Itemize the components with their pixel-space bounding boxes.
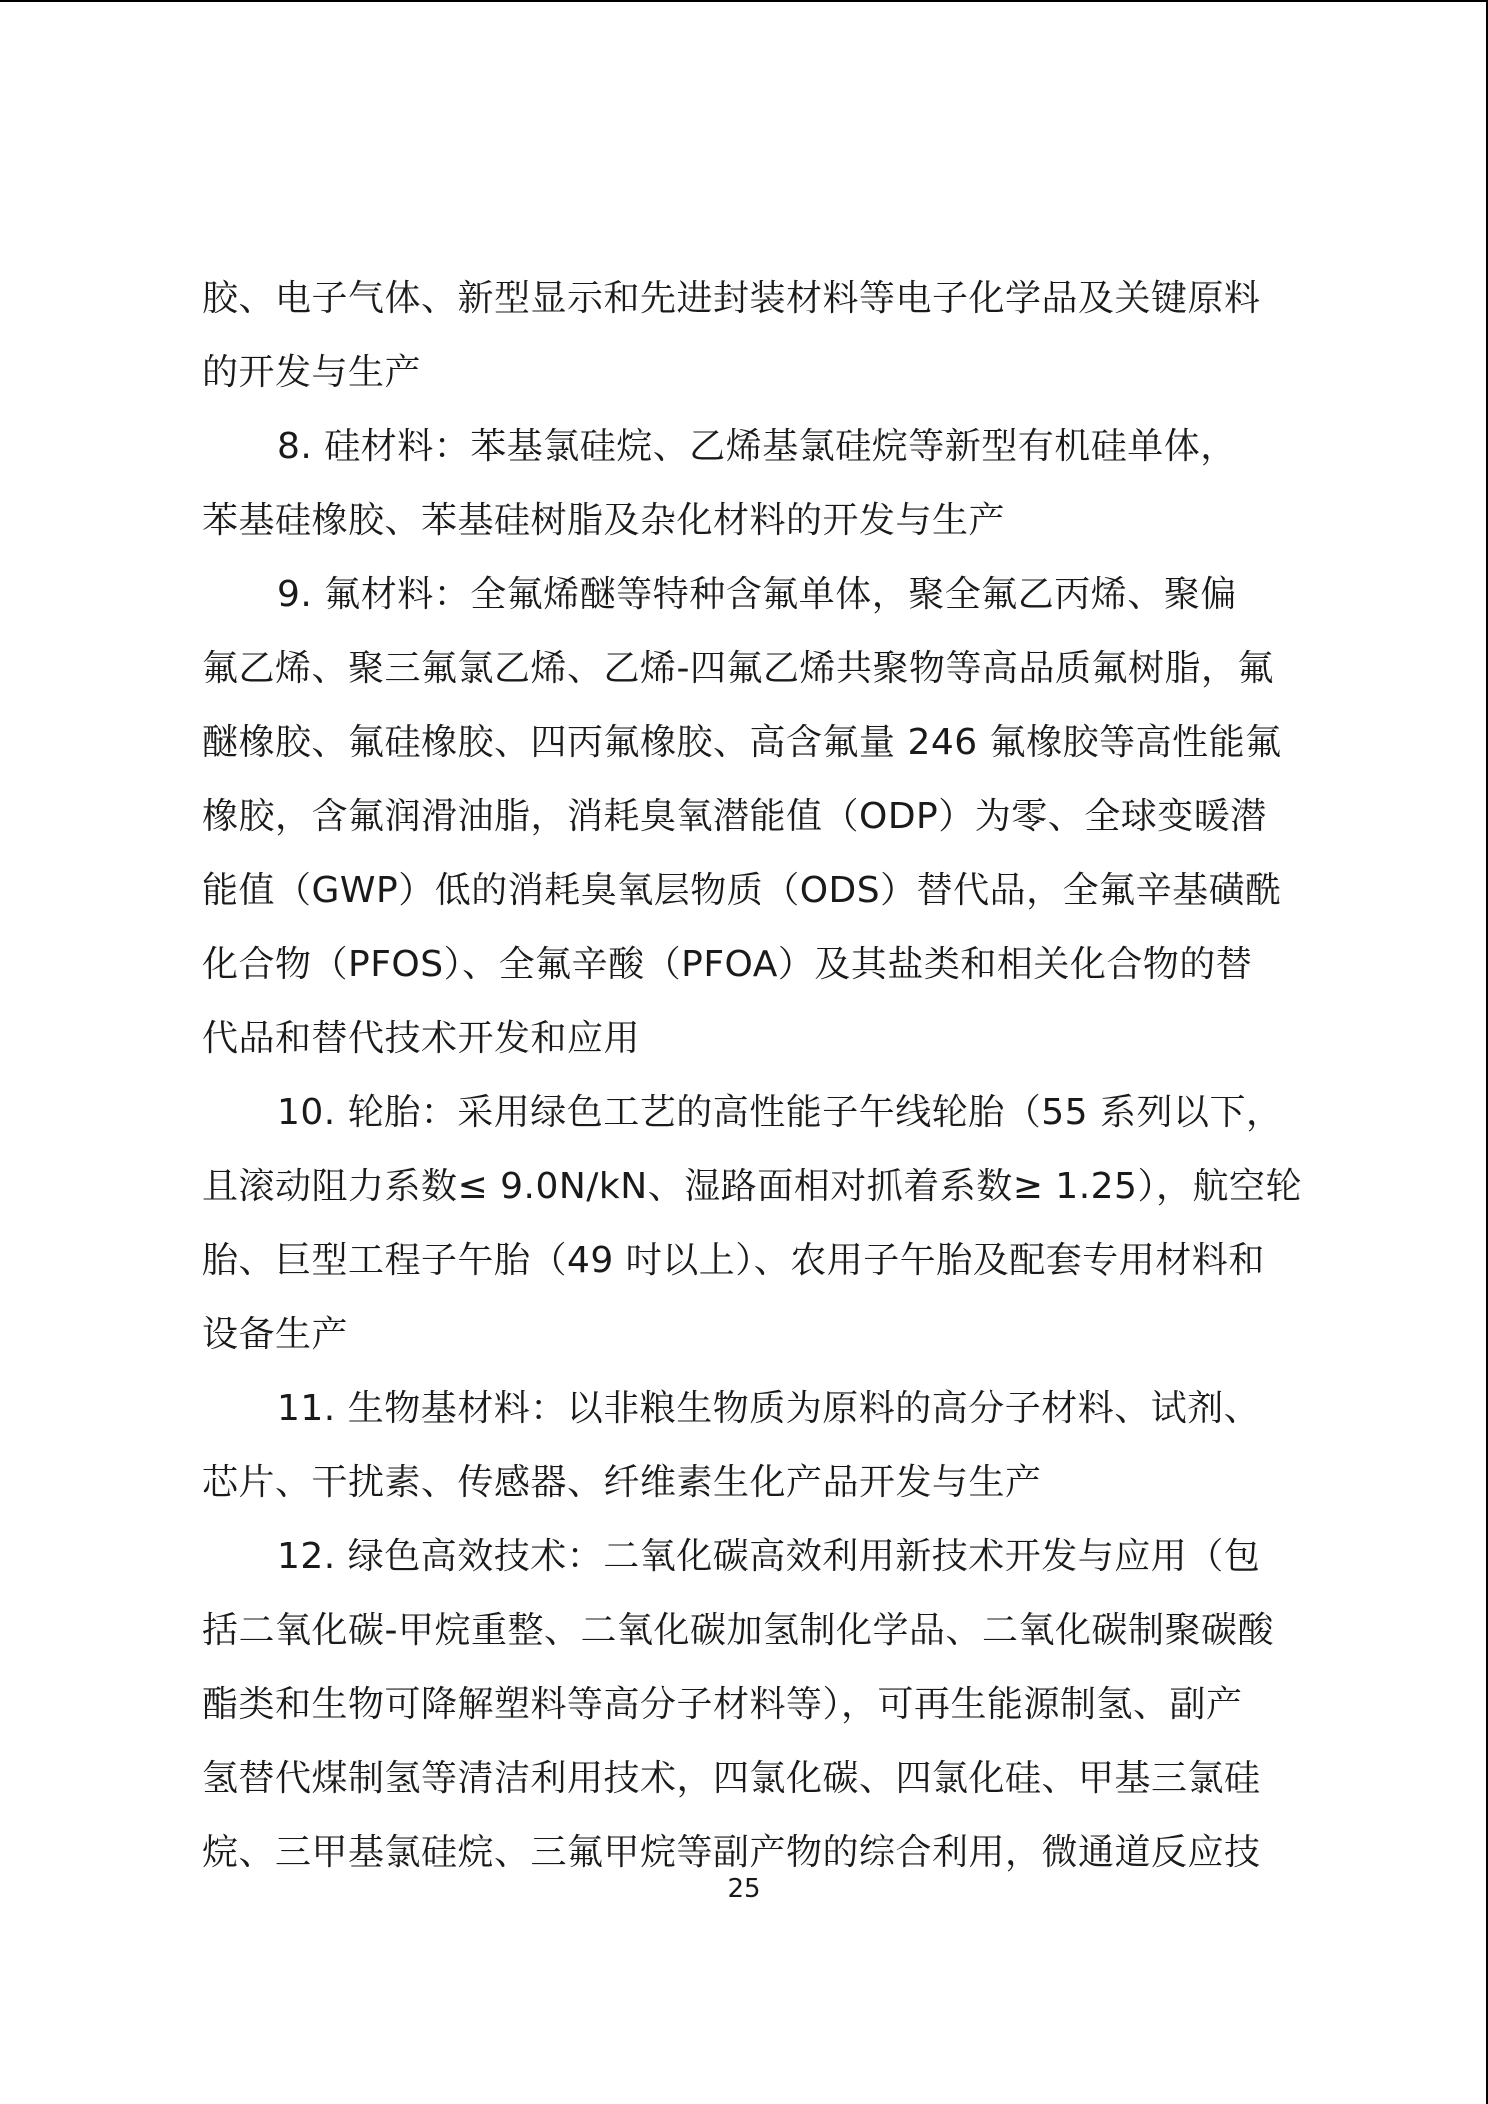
item-10-line-3: 胎、巨型工程子午胎（49 吋以上）、农用子午胎及配套专用材料和 <box>202 1240 1265 1281</box>
item-9-line-1: 9. 氟材料：全氟烯醚等特种含氟单体，聚全氟乙丙烯、聚偏 <box>277 574 1237 615</box>
item-9-line-3: 醚橡胶、氟硅橡胶、四丙氟橡胶、高含氟量 246 氟橡胶等高性能氟 <box>202 722 1282 763</box>
item-10-line-4: 设备生产 <box>202 1314 349 1355</box>
item-10-line-2: 且滚动阻力系数≤ 9.0N/kN、湿路面相对抓着系数≥ 1.25），航空轮 <box>202 1166 1302 1207</box>
document-body <box>202 262 1302 1890</box>
item-12-line-5: 烷、三甲基氯硅烷、三氟甲烷等副产物的综合利用，微通道反应技 <box>202 1832 1261 1873</box>
item-9-line-7: 代品和替代技术开发和应用 <box>202 1018 641 1059</box>
item-9-line-5: 能值（GWP）低的消耗臭氧层物质（ODS）替代品，全氟辛基磺酰 <box>202 870 1282 911</box>
page-top-border <box>0 0 1488 2</box>
item-9-line-2: 氟乙烯、聚三氟氯乙烯、乙烯-四氟乙烯共聚物等高品质氟树脂，氟 <box>202 648 1274 689</box>
item-11-line-2: 芯片、干扰素、传感器、纤维素生化产品开发与生产 <box>202 1462 1042 1503</box>
item-12-line-2: 括二氧化碳-甲烷重整、二氧化碳加氢制化学品、二氧化碳制聚碳酸 <box>202 1610 1274 1651</box>
item-11-line-1: 11. 生物基材料：以非粮生物质为原料的高分子材料、试剂、 <box>277 1388 1261 1429</box>
item-9-line-6: 化合物（PFOS）、全氟辛酸（PFOA）及其盐类和相关化合物的替 <box>202 944 1253 985</box>
item-8-line-1: 8. 硅材料：苯基氯硅烷、乙烯基氯硅烷等新型有机硅单体， <box>277 426 1237 467</box>
body-line-1: 胶、电子气体、新型显示和先进封装材料等电子化学品及关键原料 <box>202 278 1261 319</box>
item-12-line-4: 氢替代煤制氢等清洁利用技术，四氯化碳、四氯化硅、甲基三氯硅 <box>202 1758 1261 1799</box>
body-line-2: 的开发与生产 <box>202 352 422 393</box>
item-12-line-3: 酯类和生物可降解塑料等高分子材料等），可再生能源制氢、副产 <box>202 1684 1243 1725</box>
item-8-line-2: 苯基硅橡胶、苯基硅树脂及杂化材料的开发与生产 <box>202 500 1006 541</box>
page-number: 25 <box>727 1874 761 1904</box>
item-12-line-1: 12. 绿色高效技术：二氧化碳高效利用新技术开发与应用（包 <box>277 1536 1261 1577</box>
item-10-line-1: 10. 轮胎：采用绿色工艺的高性能子午线轮胎（55 系列以下， <box>277 1092 1283 1133</box>
item-9-line-4: 橡胶，含氟润滑油脂，消耗臭氧潜能值（ODP）为零、全球变暖潜 <box>202 796 1267 837</box>
